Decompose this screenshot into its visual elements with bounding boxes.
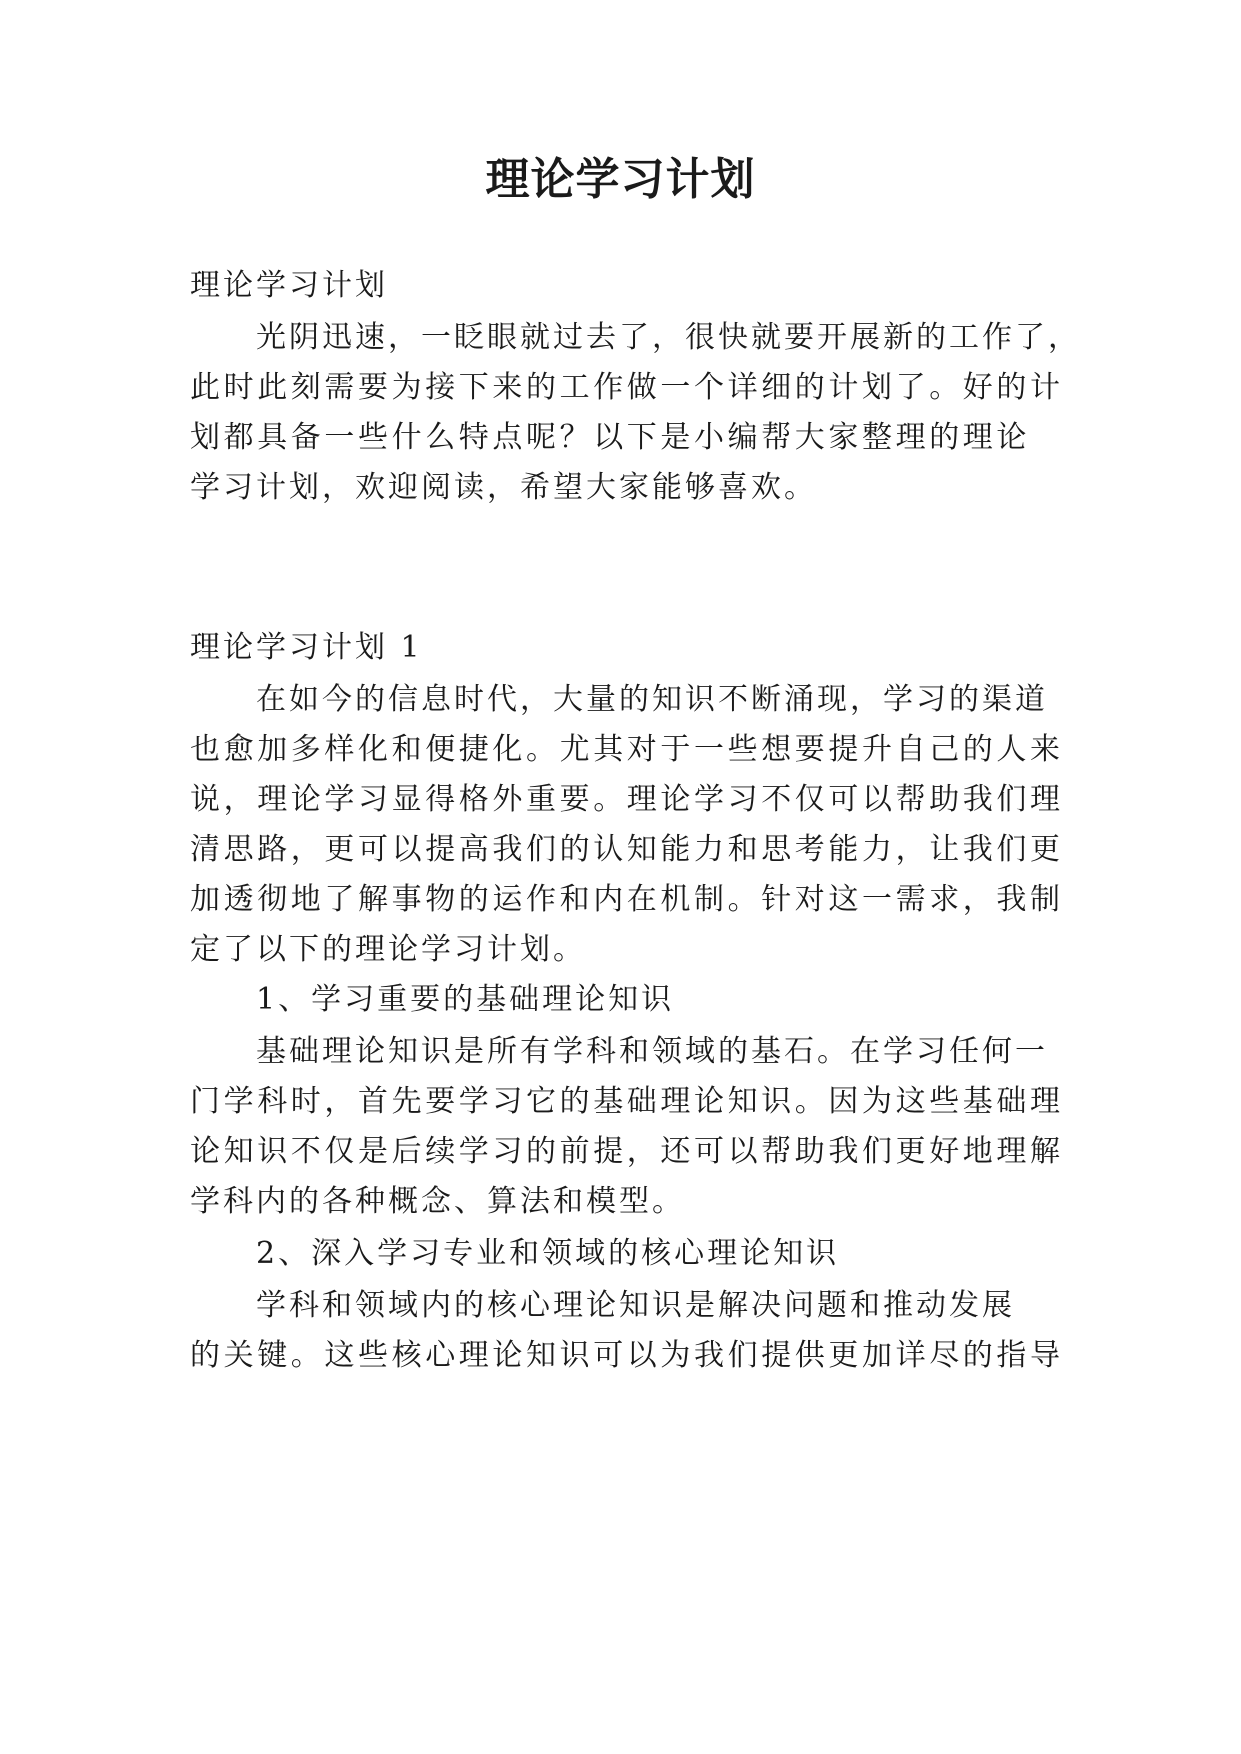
document-title: 理论学习计划 — [485, 154, 756, 205]
intro-line: 学习计划，欢迎阅读，希望大家能够喜欢。 — [190, 470, 817, 505]
item-heading: 1、学习重要的基础理论知识 — [256, 982, 675, 1017]
section-heading: 理论学习计划 1 — [190, 630, 423, 665]
paragraph-line: 基础理论知识是所有学科和领域的基石。在学习任何一 — [256, 1034, 1048, 1069]
intro-line: 此时此刻需要为接下来的工作做一个详细的计划了。好的计 — [190, 370, 1064, 405]
paragraph-line: 加透彻地了解事物的运作和内在机制。针对这一需求，我制 — [190, 882, 1064, 917]
paragraph-line: 定了以下的理论学习计划。 — [190, 932, 586, 967]
paragraph-line: 学科内的各种概念、算法和模型。 — [190, 1184, 685, 1219]
paragraph-line: 的关键。这些核心理论知识可以为我们提供更加详尽的指导 — [190, 1338, 1064, 1373]
main-heading: 理论学习计划 — [190, 268, 388, 303]
paragraph-line: 学科和领域内的核心理论知识是解决问题和推动发展 — [256, 1288, 1015, 1323]
intro-line: 光阴迅速，一眨眼就过去了，很快就要开展新的工作了， — [256, 320, 1081, 355]
paragraph-line: 清思路，更可以提高我们的认知能力和思考能力，让我们更 — [190, 832, 1064, 867]
paragraph-line: 也愈加多样化和便捷化。尤其对于一些想要提升自己的人来 — [190, 732, 1064, 767]
paragraph-line: 在如今的信息时代，大量的知识不断涌现，学习的渠道 — [256, 682, 1048, 717]
intro-line: 划都具备一些什么特点呢？以下是小编帮大家整理的理论 — [190, 420, 1030, 455]
paragraph-line: 门学科时，首先要学习它的基础理论知识。因为这些基础理 — [190, 1084, 1064, 1119]
item-heading: 2、深入学习专业和领域的核心理论知识 — [256, 1236, 840, 1271]
paragraph-line: 说，理论学习显得格外重要。理论学习不仅可以帮助我们理 — [190, 782, 1064, 817]
paragraph-line: 论知识不仅是后续学习的前提，还可以帮助我们更好地理解 — [190, 1134, 1064, 1169]
